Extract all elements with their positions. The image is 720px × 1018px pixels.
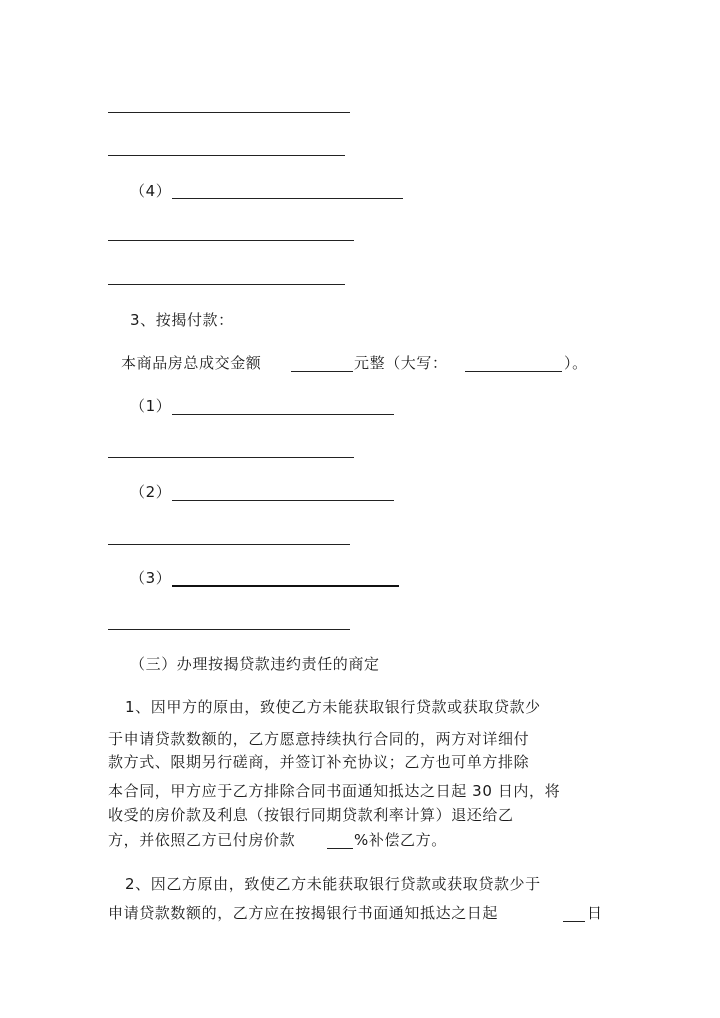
blank-line bbox=[108, 240, 354, 241]
paragraph-line: 本合同，甲方应于乙方排除合同书面通知抵达之日起 30 日内，将 bbox=[108, 782, 561, 800]
clause-heading: （三）办理按揭贷款违约责任的商定 bbox=[130, 655, 380, 673]
paragraph-line-suffix: 日 bbox=[587, 904, 603, 922]
paragraph-line-suffix: %补偿乙方。 bbox=[354, 831, 447, 849]
paragraph-line: 2、因乙方原由，致使乙方未能获取银行贷款或获取贷款少于 bbox=[125, 875, 541, 893]
item-label-4: （4） bbox=[130, 182, 172, 200]
item-label-3: （3） bbox=[130, 569, 172, 587]
total-amount-prefix: 本商品房总成交金额 bbox=[121, 354, 262, 372]
blank-line bbox=[172, 585, 399, 587]
paragraph-line: 于申请贷款数额的，乙方愿意持续执行合同的，两方对详细付 bbox=[108, 730, 530, 748]
paragraph-line-prefix: 申请贷款数额的，乙方应在按揭银行书面通知抵达之日起 bbox=[108, 904, 499, 922]
amount-words-blank bbox=[465, 371, 562, 372]
amount-blank bbox=[291, 371, 353, 372]
percent-blank bbox=[327, 848, 353, 849]
paragraph-line: 1、因甲方的原由，致使乙方未能获取银行贷款或获取贷款少 bbox=[125, 698, 541, 716]
blank-line bbox=[108, 112, 350, 113]
days-blank bbox=[563, 921, 585, 922]
blank-line bbox=[108, 457, 354, 458]
paragraph-line-prefix: 方，并依照乙方已付房价款 bbox=[108, 831, 296, 849]
blank-line bbox=[172, 198, 403, 199]
blank-line bbox=[108, 544, 350, 545]
total-amount-mid: 元整（大写： bbox=[354, 354, 448, 372]
paragraph-line: 收受的房价款及利息（按银行同期贷款利率计算）退还给乙 bbox=[108, 806, 514, 824]
blank-line bbox=[172, 414, 394, 415]
blank-line bbox=[108, 284, 345, 285]
paragraph-line: 款方式、限期另行磋商，并签订补充协议；乙方也可单方排除 bbox=[108, 753, 530, 771]
blank-line bbox=[172, 500, 394, 501]
total-amount-suffix: ）。 bbox=[564, 354, 588, 372]
section-heading: 3、按揭付款： bbox=[130, 311, 234, 329]
item-label-2: （2） bbox=[130, 483, 172, 501]
blank-line bbox=[108, 155, 345, 156]
item-label-1: （1） bbox=[130, 397, 172, 415]
blank-line bbox=[108, 629, 350, 630]
